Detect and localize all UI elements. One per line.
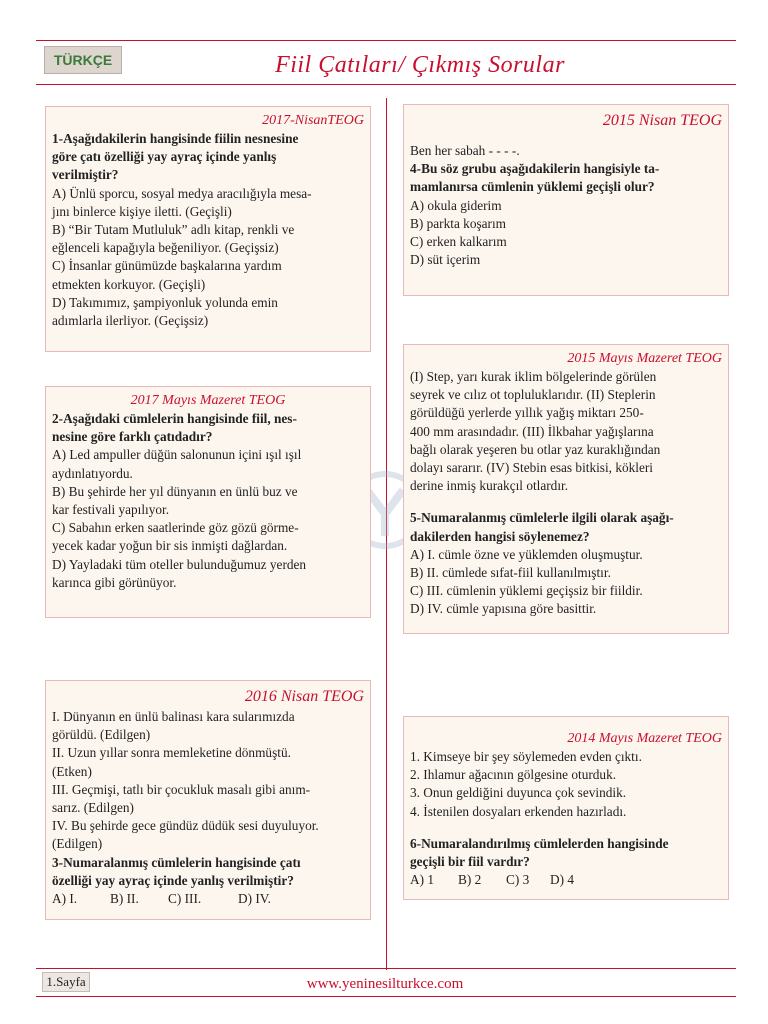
question-text: 4-Bu söz grubu aşağıdakilerin hangisiyle ta- mamlanırsa cümlenin yüklemi geçişli olur? <box>410 161 660 195</box>
question-text: 5-Numaralanmış cümlelerle ilgili olarak aşağı- dakilerden hangisi söylenemez? <box>410 510 674 544</box>
source-label: 2014 Mayıs Mazeret TEOG <box>567 731 722 746</box>
question-box-6 <box>403 716 729 900</box>
source-label: 2017 Mayıs Mazeret TEOG <box>130 393 286 408</box>
options-list: A) I. B) II. C) III. D) IV. <box>52 891 271 907</box>
statements-list: 1. Kimseye bir şey söylemeden evden çıktı. 2. Ihlamur ağacının gölgesine oturduk. 3. Onun geldiğini duyunca çok sevindik. 4. İstenilen dosyaları erkenden hazırladı. <box>410 749 642 819</box>
question-text: 3-Numaralanmış cümlelerin hangisinde çatı özelliği yay ayraç içinde yanlış verilmiştir? <box>52 854 301 888</box>
options-list: A) Led ampuller düğün salonunun içini ışıl ışıl aydınlatıyordu. B) Bu şehirde her yıl dünyanın en ünlü buz ve kar festivali yapılıyor. C) Sabahın erken saatlerinde göz gözü görme- yecek kadar yoğun bir sis inmişti dağlardan. D) Yayladaki tüm oteller bulunduğumuz yerden karınca gibi görünüyor. <box>52 447 307 590</box>
question-text: 6-Numaralandırılmış cümlelerden hangisinde geçişli bir fiil vardır? <box>410 835 669 870</box>
question-box-4 <box>403 104 729 296</box>
header-rule-bottom <box>36 84 736 85</box>
statements-list: I. Dünyanın en ünlü balinası kara sularımızda görüldü. (Edilgen) II. Uzun yıllar sonra memleketine dönmüştü. (Etken) III. Geçmişi, tatlı bir çocukluk masalı gibi anım- sarız. (Edilgen) IV. Bu şehirde gece gündüz düdük sesi duyuluyor. (Edilgen) <box>52 709 319 852</box>
page-number: 1.Sayfa <box>42 972 90 992</box>
options-list: A) I. cümle özne ve yüklemden oluşmuştur. B) II. cümlede sıfat-fiil kullanılmıştır. C) III. cümlenin yüklemi geçişsiz bir fiildir. D) IV. cümle yapısına göre basittir. <box>410 546 643 617</box>
page-title: Fiil Çatıları/ Çıkmış Sorular <box>275 52 565 78</box>
question-text: 2-Aşağıdaki cümlelerin hangisinde fiil, nes- nesine göre farklı çatıdadır? <box>52 411 297 445</box>
question-box-5 <box>403 344 729 634</box>
intro-text: Ben her sabah - - - -. <box>410 143 520 158</box>
footer-rule-top <box>36 968 736 969</box>
question-text: 1-Aşağıdakilerin hangisinde fiilin nesnesine göre çatı özelliği yay ayraç içinde yanlış verilmiştir? <box>52 131 299 183</box>
question-box-3 <box>45 680 371 920</box>
source-label: 2017-NisanTEOG <box>262 113 364 128</box>
question-box-2 <box>45 386 371 618</box>
footer-website-link[interactable]: www.yeninesilturkce.com <box>306 976 464 992</box>
source-label: 2016 Nisan TEOG <box>244 688 364 705</box>
options-list: A) 1 B) 2 C) 3 D) 4 <box>410 872 575 888</box>
passage-text: (I) Step, yarı kurak iklim bölgelerinde görülen seyrek ve cılız ot topluluklarıdır. (II) Steplerin görüldüğü yerlerde yıllık yağış miktarı 250- 400 mm arasındadır. (III) İlkbahar yağışlarına bağlı olarak yeşeren bu otlar yaz kuraklığından dolayı sararır. (IV) Stebin esas bitkisi, kökleri derine inmiş kurakçıl otlardır. <box>410 369 661 494</box>
footer-rule-bottom <box>36 996 736 997</box>
question-box-1 <box>45 106 371 352</box>
source-label: 2015 Nisan TEOG <box>602 112 722 129</box>
options-list: A) okula giderim B) parkta koşarım C) erken kalkarım D) süt içerim <box>410 197 507 268</box>
subject-tag: TÜRKÇE <box>44 46 122 74</box>
header-rule-top <box>36 40 736 41</box>
options-list: A) Ünlü sporcu, sosyal medya aracılığıyla mesa- jını binlerce kişiye iletti. (Geçişli) B) “Bir Tutam Mutluluk” adlı kitap, renkli ve eğlenceli kapağıyla beğeniliyor. (Geçişsiz) C) İnsanlar günümüzde başkalarına yardım etmekten korkuyor. (Geçişli) D) Takımımız, şampiyonluk yolunda emin adımlarla ilerliyor. (Geçişsiz) <box>52 185 312 329</box>
source-label: 2015 Mayıs Mazeret TEOG <box>567 351 722 366</box>
